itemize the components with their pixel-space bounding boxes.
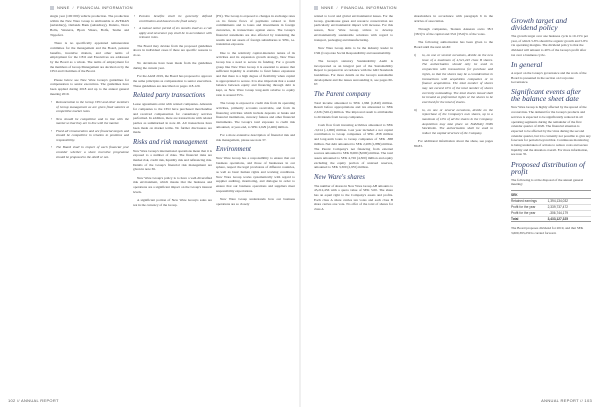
guideline-list-cont xyxy=(133,14,212,40)
paragraph: New Ware Group's international operations mean that it is exposed to a number of risks. The financial risks are market risk, credit risk, liquidity risk and refinancing risk. Details of the Group's financial risk management are given in note 36. xyxy=(133,148,212,172)
header-section: FINANCIAL INFORMATION xyxy=(76,5,133,10)
left-column-2 xyxy=(133,14,212,211)
running-header: NNNE / FINANCIAL INFORMATION xyxy=(50,5,133,10)
paragraph: The growth target over one business cycle is 10-15% per year, of which 5-8% should be organic growth and 5-8% via operating margins. The dividend policy is that the dividend will amount to 40% of the Group's profit after tax over a business cycle. xyxy=(511,34,589,57)
paragraph: Total income amounted to SEK 1,966 (1,840) million. Result before appropriations and tax amounted to SEK 2,326 (526.2) million. The improved result is attributable to dividends from Group companies. xyxy=(314,100,393,119)
running-header: NNNE / FINANCIAL INFORMATION xyxy=(314,5,397,10)
paragraph: Through companies, Tsonten Anneren owns 38.3 (38.5)% of the capital and 35.6 (35.6)% of the votes. xyxy=(414,27,493,36)
right-page xyxy=(300,0,600,407)
header-marker-icon xyxy=(314,6,318,10)
right-sidebar xyxy=(511,14,591,239)
heading-shares: New Ware's shares xyxy=(314,173,365,181)
paragraph: A report on the Group's governance and the work of the Board is presented in the section on Corporate Governance. xyxy=(511,70,587,85)
guideline-list xyxy=(50,100,129,160)
list-item: • Pension benefits shall be generally defined contribution and based on the fixed salary. xyxy=(133,14,212,23)
paragraph: For a more extensive description of financial risk and risk management, please see note 37. xyxy=(216,132,295,142)
heading-proposed-distribution: Proposed distribution of profit xyxy=(511,159,585,176)
heading-environment: Environment xyxy=(216,145,251,153)
header-section: FINANCIAL INFORMATION xyxy=(340,5,397,10)
list-item: i) to, on one or several occasions, decide on the new issue of a maximum of 4,521,245 class B shares. The authorisation should only be used in conjunction with transactions for purchase and rights, so that the shares may be a consideration in transactions with acquisition companies or to finance acquisitions. The total number of shares may not exceed 10% of the total number of shares currently outstanding. The total shares issued shall be treated as preferential rights or the shares to be exercised for the total of shares. xyxy=(414,53,493,105)
authorisation-list xyxy=(414,53,493,136)
table-row: Profit for the year -306,744,179 xyxy=(511,211,591,217)
page-number-right: ANNUAL REPORT // 103 xyxy=(541,398,592,403)
paragraph: Due to the relatively capital-intensive nature of its activities and its expansion growth strategy, New Ware Group has a need to secure its funding. For a growth group like New Ware Group it is essential to ensure that sufficient liquidity is available to fund future expansion and that there is a high degree of flexibility when capital is appropriated to secure. It is also important that a sound balance between equity and financing through debt is kept, as New Ware Group long-term relative to equity ratio is around 35%. xyxy=(216,50,295,97)
paragraph: (FX). The Group is exposed to changes in exchange rates on its future flows of payments related to firm commitments and to loans and investments in foreign currencies, in transactions against euros. The Group's financial statements are also affected by translating the results and net assets of foreign subsidiaries to SEK, i.e. translation exposure. xyxy=(216,14,295,47)
paragraph: The Board may deviate from the proposed guidelines above in individual cases if there are specific reasons to do so. xyxy=(133,43,212,58)
page-number-left: 102 // ANNUAL REPORT xyxy=(8,398,59,403)
list-item: • The Board shall in respect of each financial year consider whether a share incentive programme should be proposed to the AGM or not. xyxy=(50,145,129,159)
header-brand: NNNE xyxy=(321,5,334,10)
left-column-1 xyxy=(50,14,129,163)
paragraph: The Group's statutory Sustainability Audit is incorporated as an integral part of the Sustainability Report is prepared in accordance with the GRI Standards Guidelines. For more details on the Group's sustainable development and the issues surrounding it, see pages 60-67. xyxy=(314,58,393,87)
header-marker-icon xyxy=(50,6,54,10)
distribution-table xyxy=(511,190,591,222)
paragraph: A significant portion of New Ware Group's sales are not in the currency of the Group. xyxy=(133,198,212,207)
list-item: • Remuneration to the Group CEO and other members of Group management as are given fixed salaries at competitive market rates. xyxy=(50,100,129,114)
list-item: ii) to, on one or several occasions, decide on the repurchase of the Company's own shares, up to a maximum of 10% of all the shares in the Company. Acquisition may take place on NASDAQ OMX Stockholm. The authorisation shall be used to reduce the capital structure of the Company. xyxy=(414,107,493,136)
paragraph: Please below see New Ware Group's guidelines for compensation to senior executives. The guidelines have been applied during 2018 and up to the annual general meeting 2019. xyxy=(50,77,129,96)
heading-related-party: Related party transactions xyxy=(133,92,206,100)
paragraph: For the AGM 2019, the Board has proposed to approve the same principles as compensation to senior executives. These guidelines are described on pages 118-120. xyxy=(133,74,212,88)
table-header: SEK xyxy=(511,193,591,199)
paragraph: New Ware Group is highly affected by the spread of the coronavirus. The demand for the Group's products and services is expected to be significantly reduced in all operating segments during the remainder of the first calendar quarter of 2020. The financial situation is expected to be affected by the virus during the second calendar quarter, but it is currently not possible to give any forecasts for periods beyond that. Continuous monitoring is being undertaken of actions to reduce costs and secure liquidity and the situation overall. For more information, see note 35. xyxy=(511,105,591,157)
paragraph: New Ware Group has a responsibility to ensure that our business operations, and those of businesses in our sphere, respect the legal provisions of different countries, as well as basic human rights and working conditions. New Ware Group works systematically with regard to supplier auditing, monitoring, and dialogue in order to ensure that our business operations and suppliers meet responsibility expectations. xyxy=(216,155,295,193)
paragraph: New Ware Group understands how our business operations are so closely xyxy=(216,197,295,206)
table-row: Retained earnings 1,394,134,032 xyxy=(511,199,591,205)
header-brand: NNNE xyxy=(57,5,70,10)
paragraph: Lease agreements exist with related companies. Amounts for companies to the CEO have purchased merchandise and received compensation for consultancy services performed. In addition, there are transactions with related parties as summarised in note 40. All transactions have been made on market terms. No further disclosures are made. xyxy=(133,102,212,135)
heading-significant-events: Significant events after the balance sheet date xyxy=(511,87,582,104)
heading-general: In general xyxy=(511,59,543,69)
table-row: Profit for the year 2,339,737,472 xyxy=(511,205,591,211)
paragraph: related to local and global environmental issues. For the Group, greenhouse gases and resource conservation are particularly environmental impact will increase. For this reason, New Ware Group strives to develop environmentally sustainable solutions with regard to transport, packaging and manufacturing. xyxy=(314,14,393,42)
table-row-total: Total 3,433,127,325 xyxy=(511,217,591,223)
paragraph: The Board proposes dividend for 2019, and that SEK 3,600,393,259 is carried forward. xyxy=(511,226,584,236)
list-item: • A mutual notice period of six months shall as a rule apply and severance pay shall be in accordance with relevant rules. xyxy=(133,26,212,40)
list-item: • New should be competitive and in line with the market so that they are in line with the market. xyxy=(50,117,129,126)
paragraph: single year (100 000) vehicle production. The production within the New Ware Group is attributable to AVERAN (subsidiary), Ostlands Bank (subsidiary), Daletto, Norra Bolla, Westerra, Bjorn Vikars, Bolfe, Tesma and Tippoferi. xyxy=(50,14,129,37)
paragraph: New Ware Group aims to be the industry leader in CSR (Corporate Social Responsibility and sustainability. xyxy=(314,45,393,55)
right-column-2 xyxy=(414,14,493,152)
paragraph: The Group is exposed to credit risk from its operating activities, primarily accounts receivable, and from its financing activities which include deposits at banks and financial institutions, currency futures and other financial instruments. The Group's total exposure to credit risk amounted, at year-end, to SEK 2,629 (2,466) million. xyxy=(216,101,295,129)
heading-risks: Risks and risk management xyxy=(133,138,208,146)
paragraph: The number of shares in New Ware Group AB amounts to 45,212,456 with a quota value of SEK 5.00. The share has an equal right to the Company's assets and profits. Each class A share carries ten votes and each class B share carries one vote. No offer of the total of shares for class A xyxy=(314,183,393,212)
list-item: • Fixed all remuneration and are financial targets and should be competitive in relation to positions and responsibility. xyxy=(50,129,129,143)
paragraph: No deviations have been made from the guidelines during the current year. xyxy=(133,61,212,71)
paragraph: shareholders in accordance with paragraph 6 in the articles of association. xyxy=(414,14,493,23)
paragraph: The following is at the disposal of the annual general meeting: xyxy=(511,177,584,187)
paragraph: The following authorisation has been given to the Board until the next AGM: xyxy=(414,40,493,49)
heading-growth-target: Growth target and dividend policy xyxy=(511,16,567,32)
paragraph: Cash flow from investing activities amounted to SEK -3,014 (-1,900) million. Last year included a net capital contribution to Group companies of SEK -838 million and long-term loans to Group companies of SEK -868 million. Net debt amounted to SEK 2,208 (1,889) million. The Parent Company's net financing from external sources amounted to SEK 8,000 (8,000) million. The total assets amounted to SEK 4,726 (4,300) million and equity excluding the equity portion of untaxed reserves, amounted to SEK 3,300 (2,955) million. xyxy=(314,123,393,170)
paragraph: There is no specifically appointed remuneration committee for the management and the Board, pension benefits, incentive matters, and other terms of employment for the CEO and Executives are addressed by the Board as a whole. The terms of employment for the members of Group Management are decided on by the CEO and Chairman of the Board. xyxy=(50,41,129,74)
left-column-3 xyxy=(216,14,295,210)
paragraph: For additional information about the share, see pages 80-83. xyxy=(414,139,493,149)
paragraph: New Ware Group's policy is to have a well-diversified risk environment, which means that the business and operations are a significant impact on the Group's interest levels. xyxy=(133,175,212,194)
heading-parent-company: The Parent company xyxy=(314,90,371,98)
right-column-1 xyxy=(314,14,393,215)
